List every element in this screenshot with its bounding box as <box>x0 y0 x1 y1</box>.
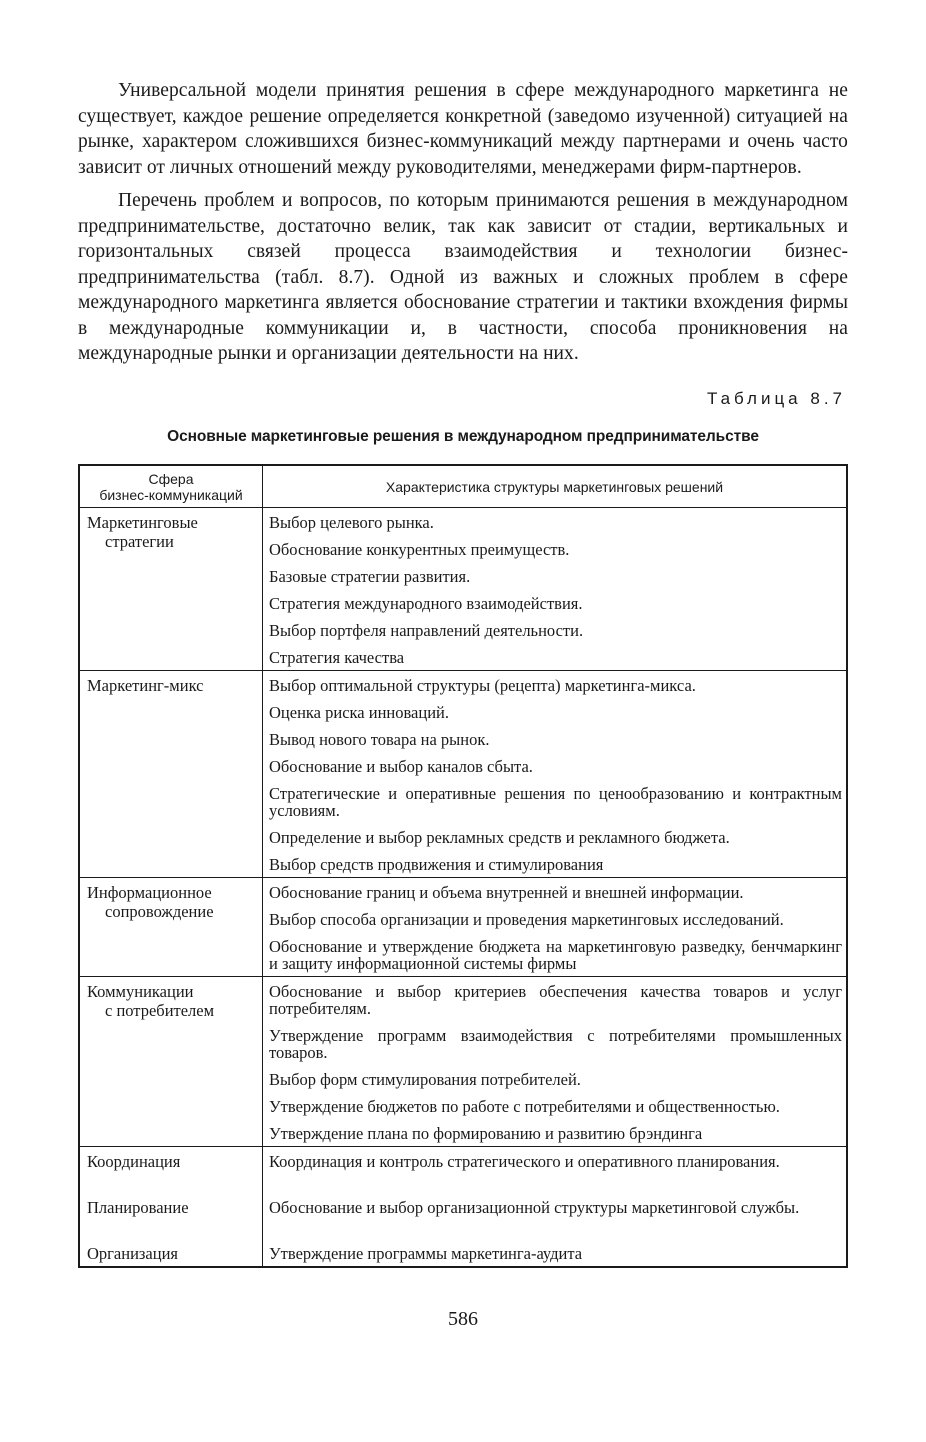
paragraph-1: Универсальной модели принятия решения в сфере международного маркетинга не существует, каждое решение определяется конкретной (заведомо изученной) ситуацией на рынке, характером сложившихся бизнес-коммуникаций между партнерами и очень часто зависит от личных отношений между руководителями, менеджерами фирм-партнеров. <box>78 80 848 178</box>
items-cell <box>263 1193 848 1239</box>
list-item: Выбор оптимальной структуры (рецепта) маркетинга-микса. <box>269 675 696 695</box>
list-item: Обоснование и выбор организационной структуры маркетинговой службы. <box>269 1197 800 1217</box>
decisions-table <box>78 464 848 1268</box>
items-cell <box>263 976 848 1146</box>
page-body <box>78 78 848 1268</box>
table-row-marketing-strategies <box>79 507 847 670</box>
header-characteristics: Характеристика структуры маркетинговых решений <box>263 465 848 508</box>
list-item: Обоснование конкурентных преимуществ. <box>269 539 570 559</box>
header-sphere <box>79 465 263 508</box>
list-item: Утверждение программы маркетинга-аудита <box>269 1243 583 1263</box>
sphere-line2: сопровождение <box>105 901 214 921</box>
table-row-organization <box>79 1239 847 1267</box>
table-row-marketing-mix <box>79 670 847 877</box>
sphere-line2: с потребителем <box>105 1000 215 1020</box>
items-cell <box>263 877 848 976</box>
sphere-cell <box>79 877 263 976</box>
sphere-line1: Маркетинговые <box>87 512 198 532</box>
header-sphere-line1: Сфера <box>148 470 194 487</box>
list-item: Обоснование и утверждение бюджета на маркетинговую разведку, бенчмаркинг и защиту информационной системы фирмы <box>269 936 842 973</box>
header-sphere-line2: бизнес-коммуникаций <box>99 486 243 503</box>
sphere-cell <box>79 670 263 877</box>
list-item: Утверждение бюджетов по работе с потребителями и общественностью. <box>269 1096 780 1116</box>
sphere-coordination: Координация <box>87 1151 181 1171</box>
list-item: Стратегия качества <box>269 647 405 667</box>
list-item: Выбор средств продвижения и стимулирования <box>269 854 604 874</box>
table-row-planning <box>79 1193 847 1239</box>
table-title: Основные маркетинговые решения в международном предпринимательстве <box>167 427 759 445</box>
sphere-cell <box>79 1146 263 1193</box>
items-cell <box>263 507 848 670</box>
list-item: Базовые стратегии развития. <box>269 566 471 586</box>
page-number: 586 <box>448 1308 478 1330</box>
list-item: Выбор способа организации и проведения маркетинговых исследований. <box>269 909 784 929</box>
table-label: Таблица 8.7 <box>706 388 846 408</box>
list-item: Оценка риска инноваций. <box>269 702 449 722</box>
items-cell <box>263 670 848 877</box>
list-item: Координация и контроль стратегического и оперативного планирования. <box>269 1151 780 1171</box>
table-header-row <box>79 465 847 508</box>
list-item: Выбор форм стимулирования потребителей. <box>269 1069 581 1089</box>
sphere-line1: Маркетинг-микс <box>87 675 204 695</box>
list-item: Вывод нового товара на рынок. <box>269 729 490 749</box>
table-row-information-support <box>79 877 847 976</box>
paragraph-2: Перечень проблем и вопросов, по которым принимаются решения в международном предпринимательстве, достаточно велик, так как зависит от стадии, вертикальных и горизонтальных связей процесса взаимодействия и технологии бизнес-предпринимательства (табл. 8.7). Одной из важных и сложных проблем в сфере международного маркетинга является обоснование стратегии и тактики вхождения фирмы в международные коммуникации и, в частности, способа проникновения на международные рынки и организации деятельности на них. <box>78 190 848 364</box>
list-item: Определение и выбор рекламных средств и рекламного бюджета. <box>269 827 730 847</box>
sphere-organization: Организация <box>87 1243 179 1263</box>
sphere-cell <box>79 976 263 1146</box>
sphere-cell <box>79 1193 263 1239</box>
sphere-cell <box>79 507 263 670</box>
sphere-line2: стратегии <box>105 531 174 551</box>
list-item: Обоснование и выбор критериев обеспечения качества товаров и услуг потребителям. <box>269 981 842 1018</box>
list-item: Стратегия международного взаимодействия. <box>269 593 583 613</box>
list-item: Обоснование и выбор каналов сбыта. <box>269 756 533 776</box>
items-cell <box>263 1146 848 1193</box>
list-item: Утверждение программ взаимодействия с потребителями промышленных товаров. <box>269 1025 842 1062</box>
list-item: Утверждение плана по формированию и развитию брэндинга <box>269 1123 703 1143</box>
list-item: Выбор целевого рынка. <box>269 512 434 532</box>
list-item: Обоснование границ и объема внутренней и внешней информации. <box>269 882 744 902</box>
sphere-cell <box>79 1239 263 1267</box>
list-item: Выбор портфеля направлений деятельности. <box>269 620 584 640</box>
table-row-consumer-communications <box>79 976 847 1146</box>
list-item: Стратегические и оперативные решения по ценообразованию и контрактным условиям. <box>269 783 842 820</box>
table-row-coordination <box>79 1146 847 1193</box>
sphere-line1: Коммуникации <box>87 981 194 1001</box>
sphere-line1: Информационное <box>87 882 212 902</box>
items-cell <box>263 1239 848 1267</box>
sphere-planning: Планирование <box>87 1197 189 1217</box>
